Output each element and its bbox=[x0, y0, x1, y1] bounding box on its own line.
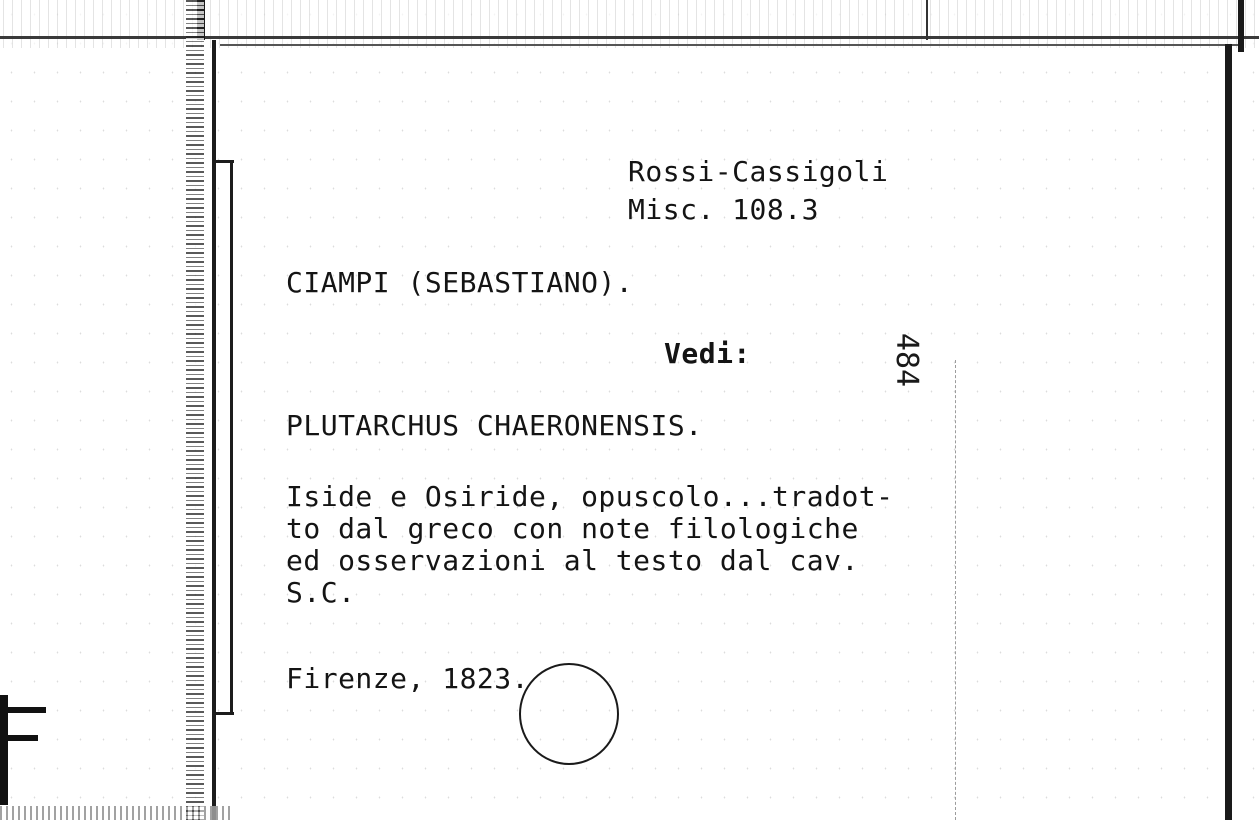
description-line: Iside e Osiride, opuscolo...tradot- bbox=[286, 480, 894, 513]
card-tab-line bbox=[230, 160, 233, 715]
description-line: to dal greco con note filologiche bbox=[286, 512, 859, 545]
faint-fold-line bbox=[955, 360, 957, 820]
stamp-number-text: 484 bbox=[889, 332, 924, 388]
imprint: Firenze, 1823. bbox=[286, 662, 530, 695]
left-card-border bbox=[212, 40, 216, 820]
top-rule-secondary bbox=[220, 44, 1240, 46]
right-card-edge-top bbox=[1238, 0, 1244, 52]
collection-name: Rossi-Cassigoli bbox=[628, 155, 889, 188]
see-reference-label: Vedi: bbox=[664, 337, 751, 370]
stamp-number bbox=[876, 322, 936, 398]
description-line: ed osservazioni al testo dal cav. bbox=[286, 544, 859, 577]
shelfmark: Misc. 108.3 bbox=[628, 193, 819, 226]
bottom-edge-noise bbox=[0, 806, 230, 820]
punch-hole-circle bbox=[518, 662, 620, 766]
uniform-heading: PLUTARCHUS CHAERONENSIS. bbox=[286, 409, 703, 442]
left-margin-mark-top bbox=[0, 707, 46, 713]
left-card-edge-strip bbox=[186, 0, 204, 820]
title-description bbox=[286, 481, 894, 609]
top-divider-right bbox=[926, 0, 928, 40]
right-card-edge bbox=[1225, 44, 1232, 820]
card-tab-bottom bbox=[214, 712, 234, 715]
left-margin-mark-bottom bbox=[0, 735, 38, 741]
description-line: S.C. bbox=[286, 576, 356, 609]
author-heading: CIAMPI (SEBASTIANO). bbox=[286, 266, 634, 299]
